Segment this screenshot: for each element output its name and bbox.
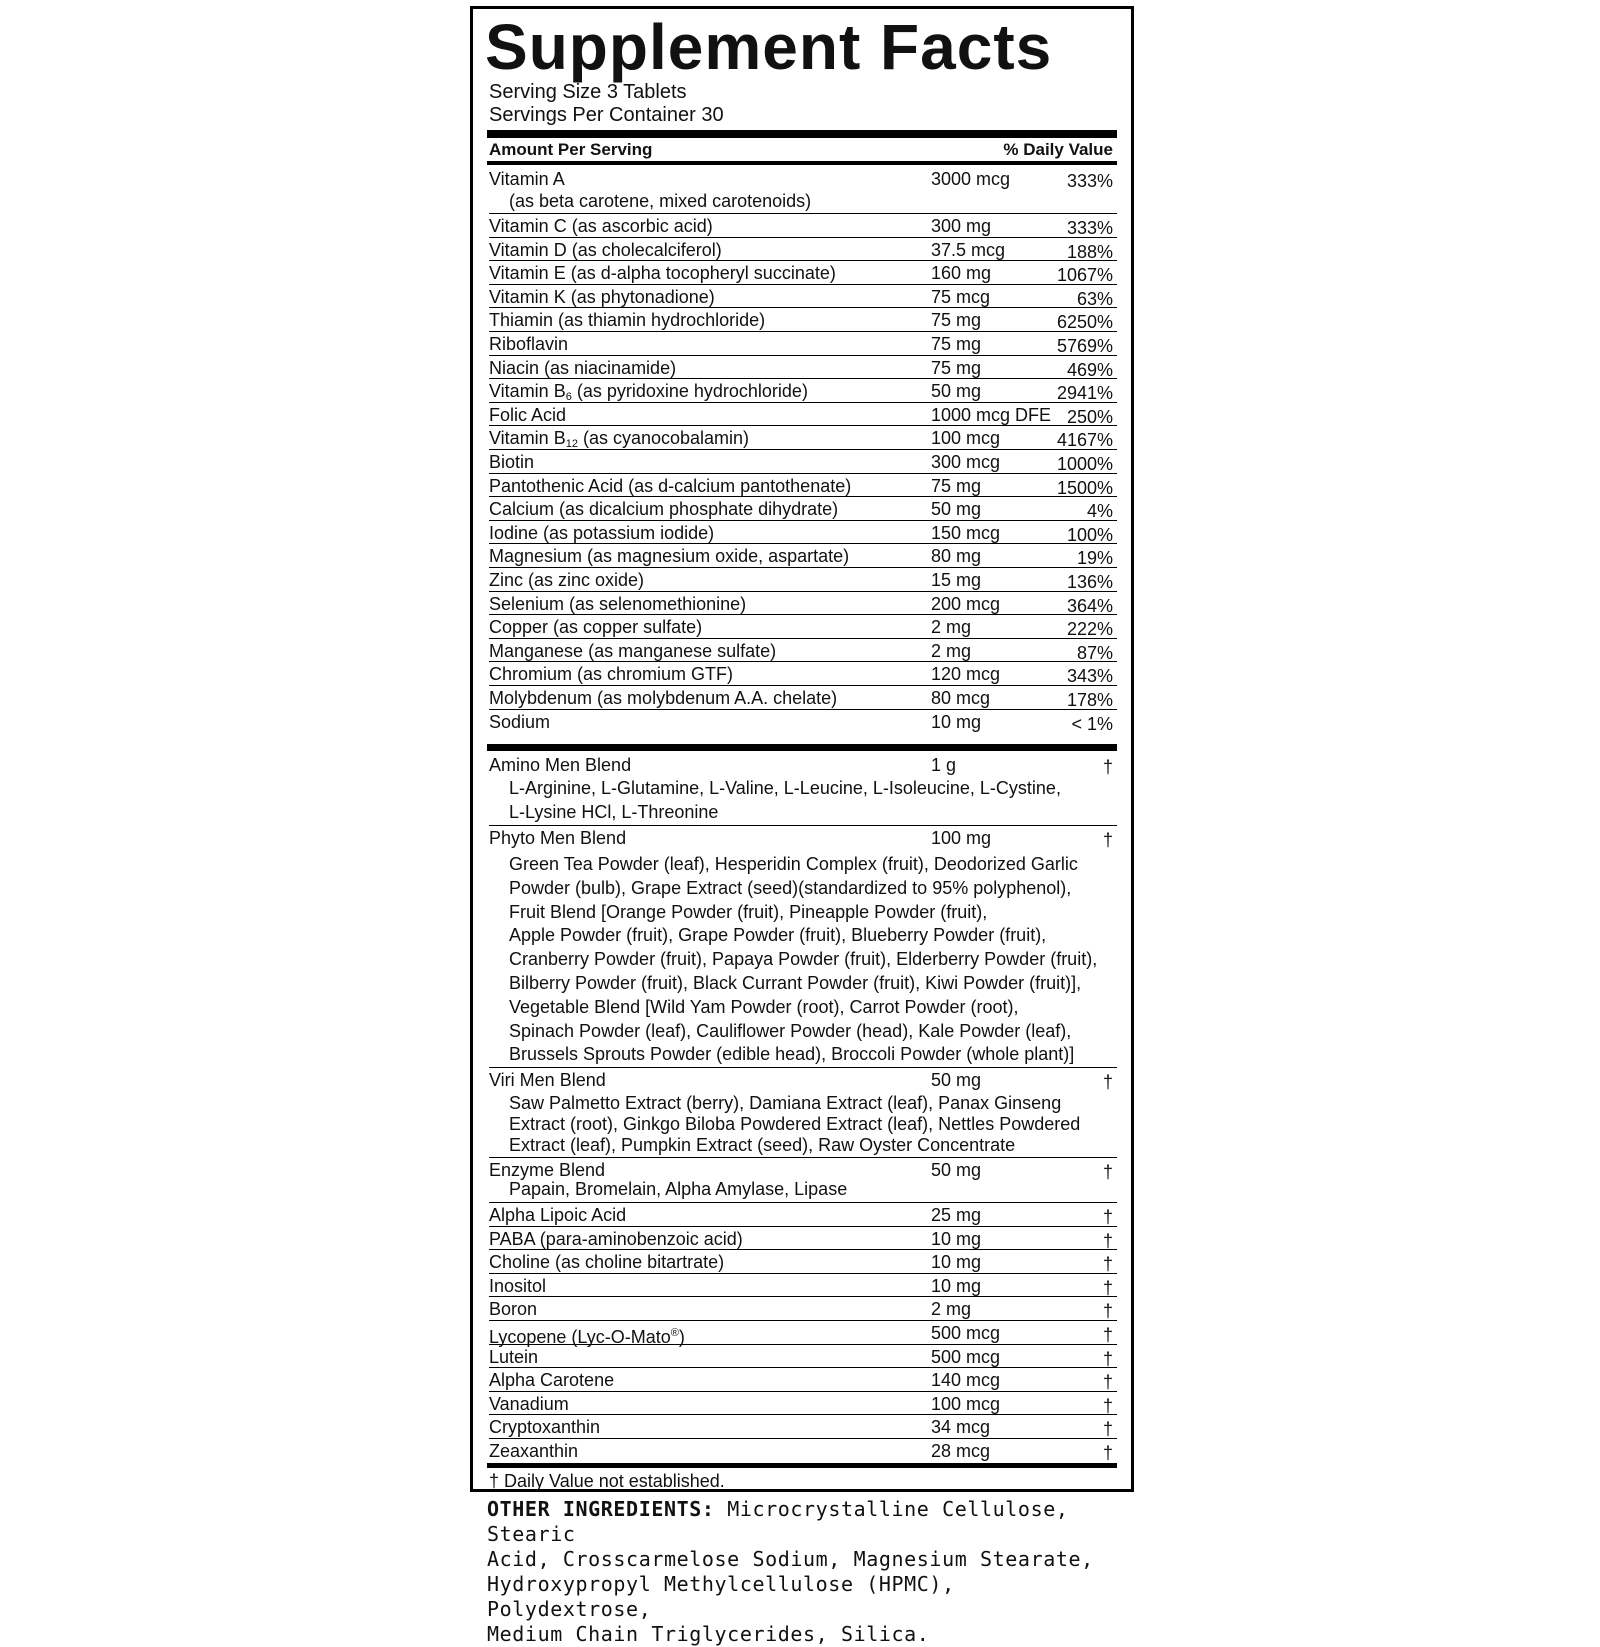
nutrient-row <box>489 1227 1117 1251</box>
daily-value: † <box>1102 1230 1113 1251</box>
amount: 300 mcg <box>931 452 1001 472</box>
nutrient-name: Copper (as copper sulfate) <box>489 617 703 638</box>
nutrient-row <box>489 1392 1117 1416</box>
nutrient-name-part: Lycopene (Lyc-O-Mato <box>489 1327 671 1347</box>
nutrient-name-part: (as pyridoxine hydrochloride) <box>571 381 808 402</box>
blend-ingredients-line: Papain, Bromelain, Alpha Amylase, Lipase <box>509 1179 848 1199</box>
daily-value: 333% <box>1066 218 1113 238</box>
nutrient-name: Vitamin K (as phytonadione) <box>489 286 715 307</box>
nutrient-name: Alpha Lipoic Acid <box>489 1205 627 1225</box>
amount: 1 g <box>931 755 957 775</box>
nutrient-row <box>489 521 1117 545</box>
amount: 100 mcg <box>931 428 1001 449</box>
nutrient-name: Amino Men Blend <box>489 755 632 775</box>
amount: 50 mg <box>931 381 982 402</box>
nutrient-name: Phyto Men Blend <box>489 828 627 848</box>
amount: 75 mg <box>931 334 982 354</box>
other-ingredients <box>487 1497 1117 1647</box>
amount: 50 mg <box>931 1160 982 1180</box>
nutrient-row <box>489 1345 1117 1369</box>
amount: 10 mg <box>931 1252 982 1273</box>
daily-value: 19% <box>1076 548 1113 569</box>
amount: 10 mg <box>931 711 982 732</box>
other-ingredients-line: Hydroxypropyl Methylcellulose (HPMC), Polydextrose, <box>487 1572 955 1621</box>
daily-value: < 1% <box>1071 713 1113 734</box>
daily-value: † <box>1102 1207 1113 1227</box>
daily-value: † <box>1102 1072 1113 1092</box>
amount: 500 mcg <box>931 1346 1001 1367</box>
serving-info <box>489 81 724 127</box>
nutrient-name: Choline (as choline bitartrate) <box>489 1252 725 1273</box>
amount: 10 mg <box>931 1275 982 1296</box>
amount: 80 mg <box>931 546 982 567</box>
nutrient-row <box>489 403 1117 427</box>
amount: 50 mg <box>931 499 982 520</box>
nutrient-row <box>489 426 1117 450</box>
amount: 28 mcg <box>931 1441 991 1461</box>
nutrient-name-part: Vitamin B <box>489 428 566 449</box>
blend-row <box>489 753 1117 826</box>
serving-size: Serving Size 3 Tablets <box>489 81 687 103</box>
nutrient-name: Alpha Carotene <box>489 1370 615 1391</box>
nutrient-name: Vitamin C (as ascorbic acid) <box>489 216 713 236</box>
nutrient-name: Inositol <box>489 1275 547 1296</box>
nutrient-row <box>489 332 1117 356</box>
nutrient-row <box>489 1297 1117 1321</box>
nutrient-name: Enzyme Blend <box>489 1160 606 1180</box>
nutrient-row <box>489 1321 1117 1345</box>
amount: 75 mg <box>931 310 982 331</box>
nutrient-name: Vitamin A <box>489 169 565 189</box>
nutrient-row <box>489 544 1117 568</box>
nutrient-row <box>489 379 1117 403</box>
nutrient-name: Calcium (as dicalcium phosphate dihydrate) <box>489 499 839 520</box>
blend-ingredients-line: Bilberry Powder (fruit), Black Currant Powder (fruit), Kiwi Powder (fruit)], <box>509 973 1082 993</box>
thick-divider <box>487 130 1117 138</box>
nutrient-name: Magnesium (as magnesium oxide, aspartate) <box>489 546 850 567</box>
daily-value: † <box>1102 1301 1113 1322</box>
blend-ingredients-line: Powder (bulb), Grape Extract (seed)(standardized to 95% polyphenol), <box>509 877 1072 898</box>
amount: 150 mcg <box>931 522 1001 543</box>
nutrient-name: Riboflavin <box>489 334 569 354</box>
footnote: † Daily Value not established. <box>489 1471 725 1491</box>
amount: 2 mg <box>931 617 972 638</box>
nutrient-name-part: Vitamin B <box>489 381 566 402</box>
daily-value: 469% <box>1066 359 1113 380</box>
blend-ingredients-line: L-Arginine, L-Glutamine, L-Valine, L-Leucine, L-Isoleucine, L-Cystine, <box>509 778 1061 798</box>
blend-ingredients-line: Apple Powder (fruit), Grape Powder (fruit), Blueberry Powder (fruit), <box>509 925 1047 946</box>
other-ingredients-line: Microcrystalline Cellulose, Stearic <box>487 1497 1069 1546</box>
daily-value: 250% <box>1066 406 1113 427</box>
blend-ingredients-line: L-Lysine HCl, L-Threonine <box>509 801 719 822</box>
nutrient-name: PABA (para-aminobenzoic acid) <box>489 1228 743 1249</box>
daily-value: 178% <box>1066 690 1113 710</box>
daily-value: 4% <box>1086 501 1113 522</box>
daily-value: † <box>1102 1443 1113 1463</box>
nutrient-name: Biotin <box>489 452 535 472</box>
nutrient-row <box>489 615 1117 639</box>
nutrient-source: (as beta carotene, mixed carotenoids) <box>509 191 812 211</box>
nutrient-name-part: (as cyanocobalamin) <box>577 428 750 449</box>
daily-value: † <box>1102 1419 1113 1440</box>
blend-ingredients-line: Spinach Powder (leaf), Cauliflower Powder (head), Kale Powder (leaf), <box>509 1020 1072 1041</box>
nutrient-name: Zeaxanthin <box>489 1441 579 1461</box>
amount: 34 mcg <box>931 1417 991 1438</box>
amount: 15 mg <box>931 570 982 590</box>
daily-value: 333% <box>1066 171 1113 191</box>
nutrient-row <box>489 167 1117 214</box>
nutrient-name: Thiamin (as thiamin hydrochloride) <box>489 310 766 331</box>
amount: 75 mcg <box>931 286 991 307</box>
nutrient-name: Boron <box>489 1299 538 1320</box>
blend-ingredients-line: Green Tea Powder (leaf), Hesperidin Complex (fruit), Deodorized Garlic <box>509 854 1078 874</box>
daily-value: 2941% <box>1056 383 1113 404</box>
nutrient-row <box>489 662 1117 686</box>
blend-ingredients-line: Extract (leaf), Pumpkin Extract (seed), Raw Oyster Concentrate <box>509 1135 1016 1155</box>
nutrient-row <box>489 356 1117 380</box>
daily-value: 1000% <box>1056 454 1113 474</box>
nutrient-row <box>489 214 1117 238</box>
panel-title: Supplement Facts <box>485 11 1053 83</box>
daily-value: 222% <box>1066 619 1113 640</box>
nutrient-name: Folic Acid <box>489 404 567 425</box>
amount: 10 mg <box>931 1228 982 1249</box>
daily-value: 5769% <box>1056 336 1113 356</box>
daily-value: † <box>1102 1162 1113 1182</box>
daily-value: 364% <box>1066 595 1113 616</box>
nutrient-row <box>489 1439 1117 1463</box>
blend-row <box>489 826 1117 1068</box>
subscript: 12 <box>565 438 578 451</box>
amount: 2 mg <box>931 640 972 661</box>
daily-value: † <box>1102 830 1113 850</box>
nutrient-name-part: ) <box>678 1327 685 1347</box>
daily-value: 63% <box>1076 288 1113 309</box>
daily-value: † <box>1102 1372 1113 1393</box>
nutrient-row <box>489 592 1117 616</box>
column-header <box>489 140 1113 160</box>
nutrient-name: Chromium (as chromium GTF) <box>489 664 734 685</box>
nutrient-name: Pantothenic Acid (as d-calcium pantothenate) <box>489 475 852 496</box>
amount: 160 mg <box>931 263 992 284</box>
registered-mark: ® <box>670 1327 679 1339</box>
blend-ingredients-line: Extract (root), Ginkgo Biloba Powdered Extract (leaf), Nettles Powdered <box>509 1114 1081 1134</box>
nutrient-row <box>489 1250 1117 1274</box>
amount: 37.5 mcg <box>931 239 1006 260</box>
nutrient-row <box>489 285 1117 309</box>
nutrient-row <box>489 497 1117 521</box>
amount: 120 mcg <box>931 664 1001 685</box>
amount: 500 mcg <box>931 1323 1001 1343</box>
amount: 80 mcg <box>931 688 991 708</box>
other-ingredients-line: Acid, Crosscarmelose Sodium, Magnesium Stearate, <box>487 1547 1094 1571</box>
nutrient-name: Selenium (as selenomethionine) <box>489 593 747 614</box>
daily-value: † <box>1102 1277 1113 1298</box>
daily-value: 1500% <box>1056 477 1113 498</box>
nutrient-row <box>489 1415 1117 1439</box>
nutrient-name: Sodium <box>489 711 551 732</box>
nutrient-row <box>489 261 1117 285</box>
daily-value-header: % Daily Value <box>1003 140 1113 159</box>
nutrient-row <box>489 1274 1117 1298</box>
nutrient-row <box>489 238 1117 262</box>
nutrient-row <box>489 639 1117 663</box>
subscript: 6 <box>565 391 572 404</box>
other-ingredients-line: Medium Chain Triglycerides, Silica. <box>487 1622 930 1646</box>
blend-row <box>489 1068 1117 1158</box>
nutrient-name: Iodine (as potassium iodide) <box>489 522 715 543</box>
daily-value: 188% <box>1066 241 1113 262</box>
amount: 50 mg <box>931 1070 982 1090</box>
header-divider <box>487 161 1117 165</box>
bottom-divider <box>487 1463 1117 1468</box>
nutrient-name: Cryptoxanthin <box>489 1417 601 1438</box>
supplement-facts-panel <box>470 6 1134 1492</box>
daily-value: 4167% <box>1056 430 1113 451</box>
blend-ingredients-line: Cranberry Powder (fruit), Papaya Powder (fruit), Elderberry Powder (fruit), <box>509 949 1098 970</box>
amount: 3000 mcg <box>931 169 1011 189</box>
amount-per-serving-header: Amount Per Serving <box>489 140 653 159</box>
nutrient-row <box>489 1203 1117 1227</box>
amount: 100 mcg <box>931 1393 1001 1414</box>
nutrient-name: Vitamin E (as d-alpha tocopheryl succinate) <box>489 263 836 284</box>
daily-value: 6250% <box>1056 312 1113 333</box>
nutrient-row <box>489 686 1117 710</box>
amount: 200 mcg <box>931 593 1001 614</box>
amount: 300 mg <box>931 216 992 236</box>
nutrient-name: Manganese (as manganese sulfate) <box>489 640 777 661</box>
amount: 2 mg <box>931 1299 972 1320</box>
nutrient-row <box>489 710 1117 734</box>
daily-value: † <box>1102 1254 1113 1275</box>
daily-value: 136% <box>1066 572 1113 592</box>
amount: 140 mcg <box>931 1370 1001 1391</box>
other-ingredients-heading: OTHER INGREDIENTS: <box>487 1497 715 1521</box>
nutrient-row <box>489 1368 1117 1392</box>
nutrient-name: Lutein <box>489 1346 539 1367</box>
daily-value: 1067% <box>1056 265 1113 286</box>
amount: 75 mg <box>931 357 982 378</box>
nutrient-name: Molybdenum (as molybdenum A.A. chelate) <box>489 688 838 708</box>
daily-value: † <box>1102 757 1113 777</box>
amount: 100 mg <box>931 828 992 848</box>
nutrient-name: Vanadium <box>489 1393 569 1414</box>
thick-divider <box>487 744 1117 751</box>
blend-ingredients-line: Saw Palmetto Extract (berry), Damiana Extract (leaf), Panax Ginseng <box>509 1093 1062 1113</box>
nutrient-name: Zinc (as zinc oxide) <box>489 570 645 590</box>
nutrient-name: Vitamin D (as cholecalciferol) <box>489 239 722 260</box>
nutrient-name: Niacin (as niacinamide) <box>489 357 677 378</box>
daily-value: 343% <box>1066 666 1113 687</box>
nutrient-row <box>489 308 1117 332</box>
daily-value: † <box>1102 1395 1113 1416</box>
servings-per-container: Servings Per Container 30 <box>489 104 724 126</box>
daily-value: † <box>1102 1325 1113 1345</box>
daily-value: 100% <box>1066 524 1113 545</box>
blend-ingredients-line: Vegetable Blend [Wild Yam Powder (root), Carrot Powder (root), <box>509 996 1019 1017</box>
nutrient-row <box>489 450 1117 474</box>
nutrient-row <box>489 568 1117 592</box>
blend-row <box>489 1158 1117 1203</box>
amount: 75 mg <box>931 475 982 496</box>
nutrient-name: Viri Men Blend <box>489 1070 606 1090</box>
daily-value: † <box>1102 1348 1113 1369</box>
amount: 1000 mcg DFE <box>931 404 1052 425</box>
blend-ingredients-line: Brussels Sprouts Powder (edible head), Broccoli Powder (whole plant)] <box>509 1044 1075 1065</box>
blend-ingredients-line: Fruit Blend [Orange Powder (fruit), Pineapple Powder (fruit), <box>509 901 988 922</box>
daily-value: 87% <box>1076 642 1113 663</box>
amount: 25 mg <box>931 1205 982 1225</box>
nutrient-row <box>489 474 1117 498</box>
